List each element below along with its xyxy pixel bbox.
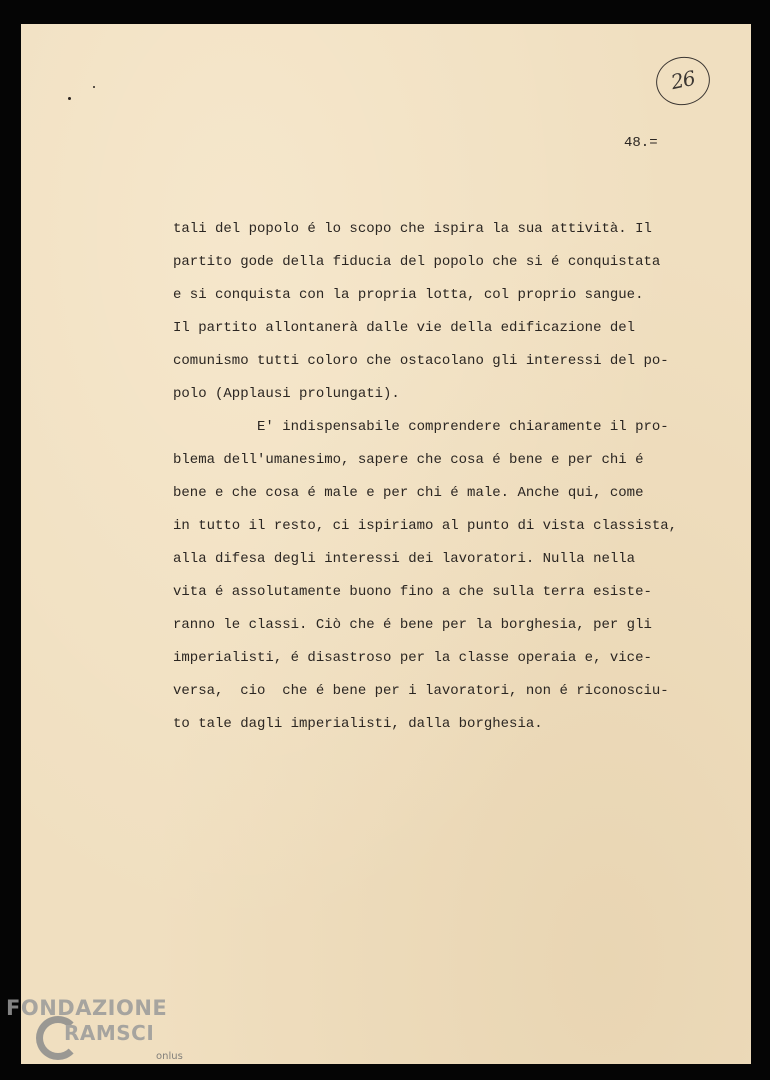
typed-text-body (173, 217, 733, 745)
page-number: 48.= (624, 135, 658, 151)
watermark-line1: FONDAZIONE (6, 996, 168, 1020)
text-line: to tale dagli imperialisti, dalla borghesia. (173, 716, 543, 732)
folio-stamp: 26 (652, 52, 715, 110)
fondazione-gramsci-watermark (6, 996, 196, 1076)
text-line: imperialisti, é disastroso per la classe operaia e, vice- (173, 650, 652, 666)
watermark-line2: RAMSCI (64, 1021, 155, 1045)
text-line: versa, cio che é bene per i lavoratori, non é riconosciu- (173, 683, 669, 699)
text-line: blema dell'umanesimo, sapere che cosa é bene e per chi é (173, 452, 644, 468)
paper-speck (93, 86, 95, 88)
text-line: ranno le classi. Ciò che é bene per la borghesia, per gli (173, 617, 652, 633)
text-line: polo (Applausi prolungati). (173, 386, 400, 402)
text-line: alla difesa degli interessi dei lavoratori. Nulla nella (173, 551, 636, 567)
paper-speck (68, 97, 71, 100)
text-line: Il partito allontanerà dalle vie della edificazione del (173, 320, 636, 336)
paper-sheet (21, 24, 751, 1064)
text-line: tali del popolo é lo scopo che ispira la sua attività. Il (173, 221, 652, 237)
text-line: partito gode della fiducia del popolo che si é conquistata (173, 254, 661, 270)
text-line: comunismo tutti coloro che ostacolano gli interessi del po- (173, 353, 669, 369)
text-line: vita é assolutamente buono fino a che sulla terra esiste- (173, 584, 652, 600)
text-line: e si conquista con la propria lotta, col proprio sangue. (173, 287, 644, 303)
text-line: bene e che cosa é male e per chi é male. Anche qui, come (173, 485, 644, 501)
text-line: in tutto il resto, ci ispiriamo al punto di vista classista, (173, 518, 678, 534)
text-line: E' indispensabile comprendere chiaramente il pro- (173, 419, 669, 435)
watermark-onlus: onlus (156, 1051, 183, 1062)
